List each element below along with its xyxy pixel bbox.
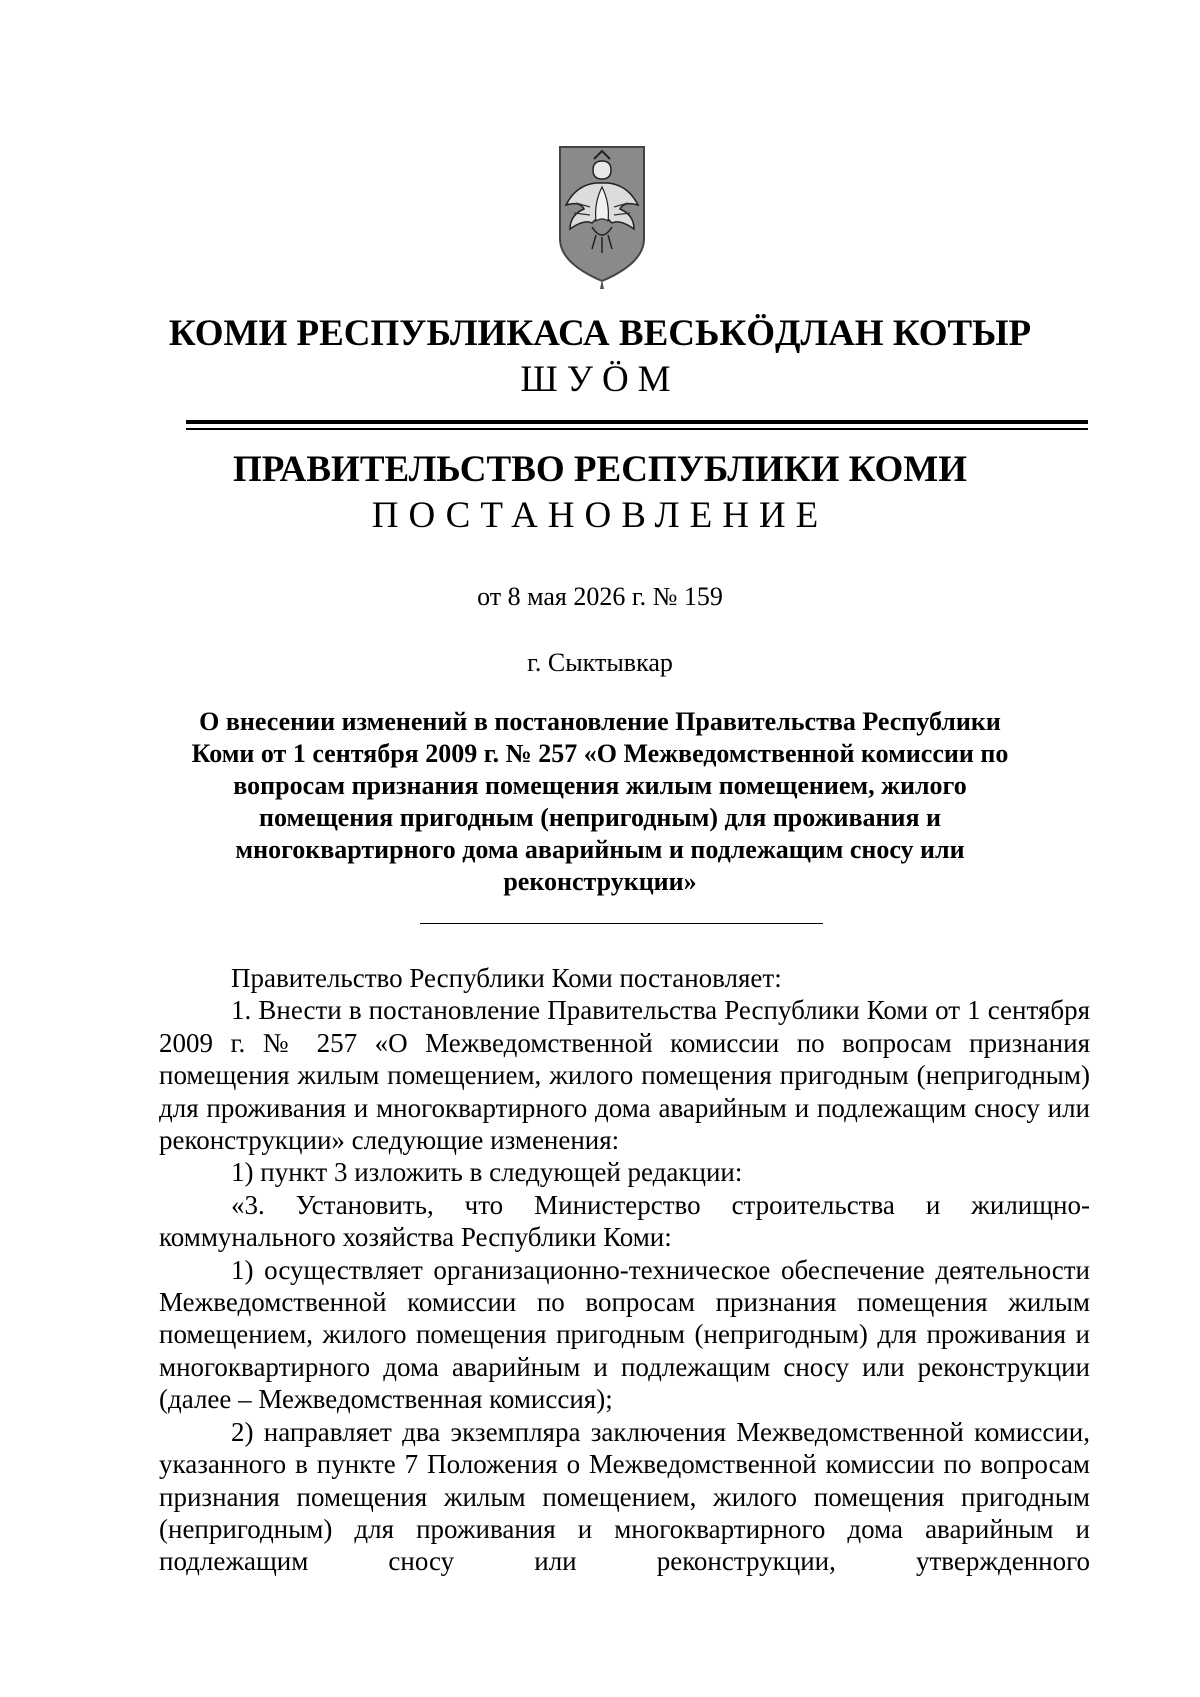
komi-organization-title: КОМИ РЕСПУБЛИКАСА ВЕСЬКӦДЛАН КОТЫР bbox=[168, 313, 1032, 354]
body-paragraph: «3. Установить, что Министерство строительства и жилищно-коммунального хозяйства Республики Коми: bbox=[159, 1189, 1090, 1253]
decree-date-number: от 8 мая 2026 г. № 159 bbox=[477, 582, 723, 611]
body-paragraph: 1. Внести в постановление Правительства Республики Коми от 1 сентября 2009 г. № 257 «О Межведомственной комиссии по вопросам признания помещения жилым помещением, жилого помещения пригодным (непригодным) для проживания и многоквартирного дома аварийным и подлежащим сносу или реконструкции» следующие изменения: bbox=[159, 995, 1090, 1156]
header-divider-thick bbox=[186, 420, 1088, 424]
header-divider-thin bbox=[186, 428, 1088, 430]
komi-coat-of-arms-icon bbox=[556, 143, 648, 289]
body-paragraph: 1) пункт 3 изложить в следующей редакции: bbox=[231, 1157, 743, 1188]
body-paragraph: 1) осуществляет организационно-техническое обеспечение деятельности Межведомственной комиссии по вопросам признания помещения жилым помещением, жилого помещения пригодным (непригодным) для проживания и многоквартирного дома аварийным и подлежащим сносу или реконструкции (далее – Межведомственная комиссия); bbox=[159, 1254, 1090, 1415]
komi-document-type: ШУӦМ bbox=[520, 359, 680, 400]
body-paragraph: Правительство Республики Коми постановляет: bbox=[231, 963, 782, 993]
decree-body bbox=[159, 962, 1090, 1578]
subject-underline bbox=[420, 923, 823, 924]
decree-subject: О внесении изменений в постановление Правительства Республики Коми от 1 сентября 2009 г. № 257 «О Межведомственной комиссии по вопросам признания помещения жилым помещением, жилого помещения пригодным (непригодным) для проживания и многоквартирного дома аварийным и подлежащим сносу или реконструкции» bbox=[191, 707, 1009, 896]
decree-city: г. Сыктывкар bbox=[527, 648, 673, 677]
russian-organization-title: ПРАВИТЕЛЬСТВО РЕСПУБЛИКИ КОМИ bbox=[233, 449, 967, 490]
russian-document-type: ПОСТАНОВЛЕНИЕ bbox=[371, 495, 829, 536]
body-paragraph: 2) направляет два экземпляра заключения Межведомственной комиссии, указанного в пункте 7 Положения о Межведомственной комиссии по вопросам признания помещения жилым помещением, жилого помещения пригодным (непригодным) для проживания и многоквартирного дома аварийным и подлежащим сносу или реконструкции, утвержденного bbox=[159, 1416, 1090, 1577]
